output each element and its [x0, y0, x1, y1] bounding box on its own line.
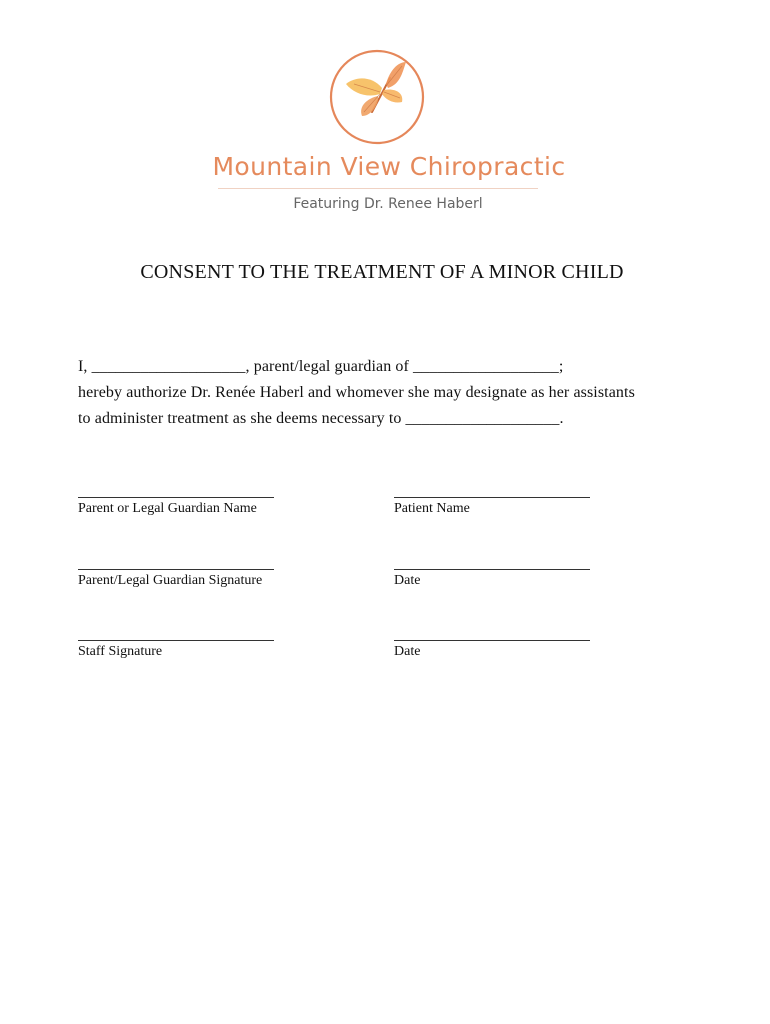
patient-name-label: Patient Name — [394, 501, 470, 516]
parent-name-label: Parent or Legal Guardian Name — [78, 501, 257, 516]
parent-signature-field — [78, 569, 278, 589]
consent-line-1: I, ___________________, parent/legal guardian of __________________; — [78, 358, 564, 375]
signature-line — [78, 640, 274, 641]
date-label: Date — [394, 644, 421, 659]
staff-signature-field — [78, 640, 278, 660]
parent-name-field — [78, 497, 278, 517]
signature-line — [78, 569, 274, 570]
logo-divider — [218, 188, 538, 189]
signature-line — [394, 640, 590, 641]
document-title: CONSENT TO THE TREATMENT OF A MINOR CHILD — [140, 261, 624, 283]
practice-subtitle: Featuring Dr. Renee Haberl — [293, 196, 483, 212]
practice-name: Mountain View Chiropractic — [212, 152, 566, 181]
consent-line-3: to administer treatment as she deems necessary to ___________________. — [78, 410, 564, 427]
signature-line — [394, 569, 590, 570]
consent-line-2: hereby authorize Dr. Renée Haberl and whomever she may designate as her assistants — [78, 384, 635, 401]
staff-signature-label: Staff Signature — [78, 644, 163, 659]
date-field-2 — [394, 640, 594, 660]
butterfly-icon — [328, 48, 426, 146]
date-label: Date — [394, 573, 421, 588]
date-field-1 — [394, 569, 594, 589]
signature-line — [78, 497, 274, 498]
parent-signature-label: Parent/Legal Guardian Signature — [78, 573, 263, 588]
patient-name-field — [394, 497, 594, 517]
practice-logo — [0, 40, 770, 220]
signature-line — [394, 497, 590, 498]
